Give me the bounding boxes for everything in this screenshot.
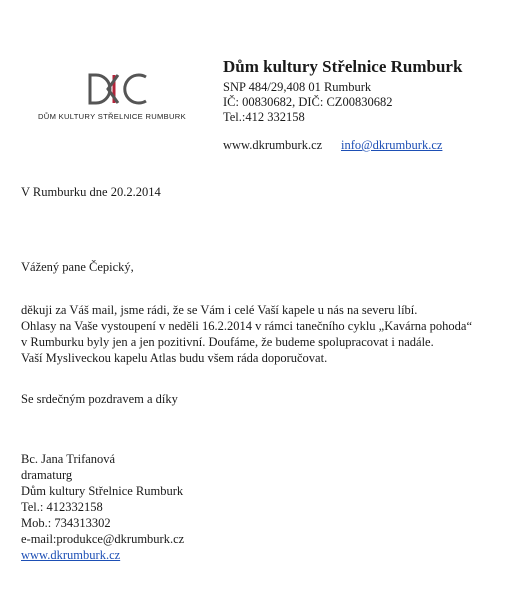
body-line: Ohlasy na Vaše vystoupení v neděli 16.2.2014 v rámci tanečního cyklu „Kavárna pohoda“ (21, 319, 473, 333)
signature-web-link[interactable]: www.dkrumburk.cz (21, 548, 121, 562)
body-line: děkuji za Váš mail, jsme rádi, že se Vám i celé Vaší kapele u nás na severu líbí. (21, 303, 418, 317)
letter-body (21, 302, 472, 366)
signature-tel: Tel.: 412332158 (21, 500, 103, 514)
logo-text: DŮM KULTURY STŘELNICE RUMBURK (38, 112, 186, 121)
signature-role: dramaturg (21, 468, 73, 482)
dkc-logo-icon (86, 72, 150, 106)
signature-block (21, 451, 184, 563)
letter-closing: Se srdečným pozdravem a díky (21, 392, 178, 406)
org-contact (223, 80, 392, 125)
org-address: SNP 484/29,408 01 Rumburk (223, 80, 372, 94)
letter-date: V Rumburku dne 20.2.2014 (21, 185, 161, 199)
logo (38, 72, 208, 121)
signature-mob: Mob.: 734313302 (21, 516, 111, 530)
signature-org: Dům kultury Střelnice Rumburk (21, 484, 184, 498)
letter-salutation: Vážený pane Čepický, (21, 260, 134, 274)
body-line: Vaší Mysliveckou kapelu Atlas budu všem ráda doporučovat. (21, 351, 328, 365)
org-phone: Tel.:412 332158 (223, 110, 305, 124)
signature-email: e-mail:produkce@dkrumburk.cz (21, 532, 185, 546)
org-name: Dům kultury Střelnice Rumburk (223, 57, 463, 76)
website-text: www.dkrumburk.cz (223, 138, 323, 152)
signature-name: Bc. Jana Trifanová (21, 452, 116, 466)
body-line: v Rumburku byly jen a jen pozitivní. Doufáme, že budeme spolupracovat i nadále. (21, 335, 434, 349)
email-link[interactable]: info@dkrumburk.cz (341, 138, 443, 152)
org-ids: IČ: 00830682, DIČ: CZ00830682 (223, 95, 393, 109)
